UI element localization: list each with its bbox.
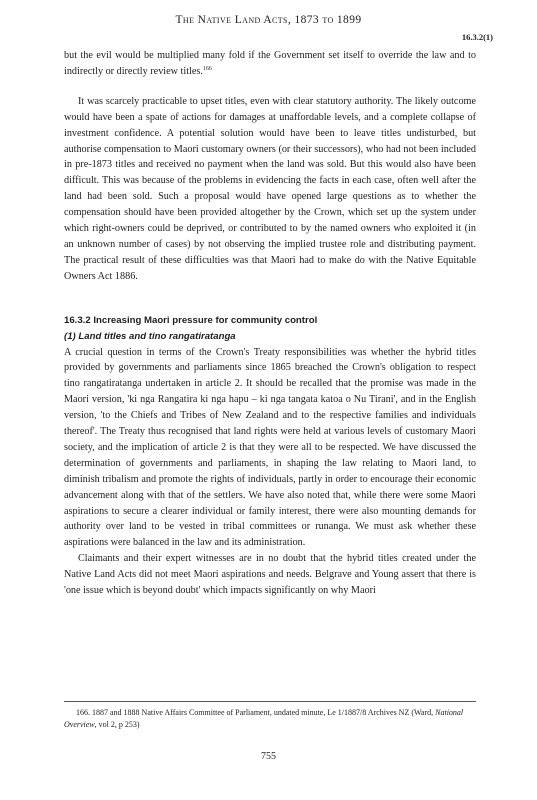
paragraph-claimants: Claimants and their expert witnesses are in no doubt that the hybrid titles created under the Native Land Acts did not meet Maori aspirations and needs. Belgrave and Young assert that there is 'one issue which is beyond doubt' which impacts significantly on why Maori	[64, 553, 476, 597]
footnote-italic-title: National Overview	[64, 708, 464, 729]
footnote-166	[64, 707, 476, 730]
footnote-tail: , vol 2, p 253)	[94, 719, 140, 729]
quote-continuation	[64, 48, 476, 80]
subsection-heading: (1) Land titles and tino rangatiratanga	[64, 330, 236, 342]
section-heading: 16.3.2 Increasing Maori pressure for community control	[64, 314, 318, 326]
paragraph-compensation: It was scarcely practicable to upset titles, even with clear statutory authority. The likely outcome would have been a spate of actions for damages at unaffordable levels, and a complete collapse of investment confidence. A potential solution would have been to leave titles undisturbed, but authorise compensation to Maori customary owners (or their successors), who had not been included in pre-1873 titles and received no payment when the land was sold. But this would also have been difficult. This was because of the problems in evidencing the facts in each case, often well after the land had been sold. Such a proposal would have opened large questions as to whether the compensation should have been provided altogether by the Crown, which set up the system under which right-owners could be deprived, or contributed to by the named owners who exploited it (in an unknown number of cases) by not observing the implied trustee role and distributing payment. The practical result of these difficulties was that Maori had to make do with the Native Equitable Owners Act 1886.	[64, 95, 476, 282]
section-marker: 16.3.2(1)	[461, 32, 493, 42]
footnote-text: 166. 1887 and 1888 Native Affairs Committee of Parliament, undated minute, Le 1/1887/8 Archives NZ (Ward,	[76, 708, 436, 717]
running-head: The Native Land Acts, 1873 to 1899	[175, 14, 362, 26]
body-text	[64, 48, 476, 599]
page-number: 755	[261, 751, 276, 762]
footnote-reference[interactable]: 166	[202, 65, 212, 72]
quote-text: but the evil would be multiplied many fold if the Government set itself to override the law and to indirectly or directly review titles.	[64, 50, 476, 77]
footnote-divider	[64, 701, 476, 702]
paragraph-treaty: A crucial question in terms of the Crown's Treaty responsibilities was whether the hybrid titles provided by governments and parliaments since 1865 breached the Crown's obligation to respect tino rangatiratanga undertaken in article 2. It should be recalled that the promise was made in the Maori version, 'ki nga Rangatira ki nga hapu – ki nga tangata katoa o Nu Tirani', and in the English version, 'to the Chiefs and Tribes of New Zealand and to the respective families and individuals thereof'. The Treaty thus recognised that land rights were held at various levels of customary Maori society, and the implication of article 2 is that they were all to be respected. We have discussed the determination of governments and parliaments, in shaping the law relating to Maori land, to diminish tribalism and promote the rights of individuals, partly in order to encourage their economic advancement along with that of the settlers. We have also noted that, while there were some Maori aspirations to secure a clearer individual or family interest, there were also mounting demands for authority over land to be vested in tribal committees or runanga. We must ask whether these aspirations were balanced in the law and its administration.	[64, 346, 476, 549]
